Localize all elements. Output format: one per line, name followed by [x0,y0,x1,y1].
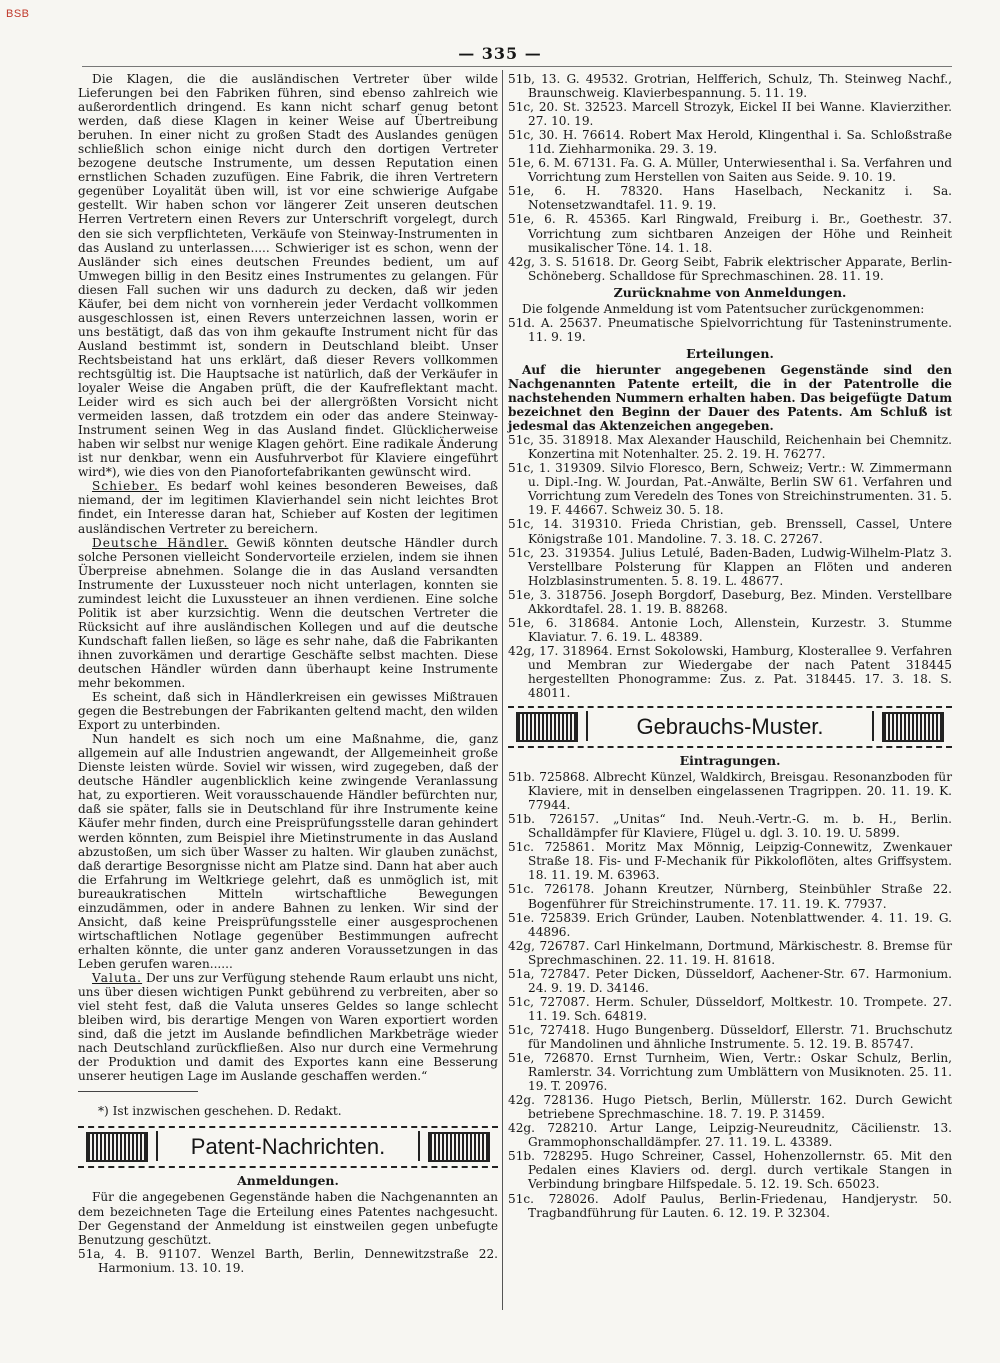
page-number: — 335 — [458,44,542,63]
patent-entry: 51c. 726178. Johann Kreutzer, Nürnberg, Steinbühler Straße 22. Bogenführer für Streichinstrumente. 17. 11. 19. K. 77937. [508,882,952,911]
article-paragraph: Die Klagen, die die ausländischen Vertreter über wilde Lieferungen bei den Fabriken führen, sind ebenso zahlreich wie außerordentlich dringend. Es kann nicht scharf genug betont werden, daß diese Klagen in keiner Weise auf Übertreibung beruhen. In einer nicht zu großen Stadt des Auslandes genügen schließlich schon einige nicht durch den dortigen Vertreter bezogene deutsche Instrumente, um dessen Reputation einen ernstlichen Schaden zuzufügen. Eine Fabrik, die ihren Vertretern gegenüber Loyalität üben will, ist vor eine schwierige Aufgabe gestellt. Wir haben schon vor längerer Zeit unseren deutschen Herren Vertretern einen Revers zur Unterschrift vorgelegt, durch den sie sich verpflichteten, Verkäufe von Steinway-Instrumenten in das Ausland zu unterlassen..... Schwieriger ist es schon, wenn der Ausländer sich eines deutschen Freundes bedient, um auf Umwegen billig in den Besitz eines Instrumentes zu gelangen. Für diesen Fall suchen wir uns dadurch zu decken, daß wir jeden Käufer, bei dem nicht von vornherein jeder Verdacht vollkommen ausgeschlossen ist, einen Revers unterzeichnen lassen, worin er uns bestätigt, daß das von ihm gekaufte Instrument nicht für das Ausland bestimmt ist, sondern in Deutschland bleibt. Unser Rechtsbeistand hat uns erklärt, daß dieser Revers vollkommen rechtsgültig ist. Die Hauptsache ist natürlich, daß der Verkäufer in loyaler Weise die Angaben prüft, die der Kaufreflektant macht. Leider wird es sich auch bei der allergrößten Vorsicht nicht vermeiden lassen, daß trotzdem ein oder das andere Steinway-Instrument seinen Weg in das Ausland findet. Glücklicherweise haben wir selbst nur wenige Klagen gehört. Eine radikale Änderung ist nur denkbar, wenn ein Ausfuhrverbot für Klaviere eingeführt wird*), wie dies von den Pianofortefabrikanten gewünscht wird. [78,72,498,480]
valuta-label: Valuta. [92,971,143,985]
patent-entry: 51e, 6. H. 78320. Hans Haselbach, Neckanitz i. Sa. Notensetzwandtafel. 11. 9. 19. [508,184,952,213]
column-divider [502,70,503,1310]
valuta-text: Der uns zur Verfügung stehende Raum erlaubt uns nicht, uns über diesen wichtigen Punkt gebührend zu verbreiten, aber so viel steht fest, daß die Valuta unseres Geldes so lange schlecht bleiben wird, bis derartige Mengen von Waren exportiert worden sind, daß die jetzt im Auslande befindlichen Markbeträge wieder nach Deutschland zurückfließen. Also nur durch eine Vermehrung der Produktion und damit des Exportes kann eine Besserung unserer heutigen Lage im Auslande geschaffen werden.“ [78,971,498,1084]
patent-entry: 42g. 728210. Artur Lange, Leipzig-Neureudnitz, Cäcilienstr. 13. Grammophonschalldämpfer. 27. 11. 19. L. 43389. [508,1121,952,1150]
banner-ornament-left [86,1132,148,1162]
patent-entry: 42g, 726787. Carl Hinkelmann, Dortmund, Märkischestr. 8. Bremse für Sprechmaschinen. 22. 11. 19. H. 81618. [508,938,952,967]
section-heading-zuruecknahme: Zurücknahme von Anmeldungen. [613,284,847,300]
banner-title: Patent-Nachrichten. [190,1134,386,1160]
schieber-text: Es bedarf wohl keines besonderen Beweises, daß niemand, der im legitimen Klavierhandel sein nicht leichtes Brot findet, ein Interesse daran hat, Schieber auf Kosten der legitimen ausländischen Vertreter zu bereichern. [78,479,498,536]
patent-entry: 51c, 35. 318918. Max Alexander Hauschild, Reichenhain bei Chemnitz. Konzertina mit Notenhalter. 25. 2. 19. H. 76277. [508,433,952,462]
article-paragraph: Es scheint, daß sich in Händlerkreisen ein gewisses Mißtrauen gegen die Bestrebungen der Fabrikanten geltend macht, den wilden Export zu unterbinden. [78,690,498,733]
patent-entry: 42g, 17. 318964. Ernst Sokolowski, Hamburg, Klosterallee 9. Verfahren und Membran zur Wiedergabe der nach Patent 318445 hergestellten Phonogramme: Zus. z. Pat. 318445. 17. 3. 18. S. 48011. [508,643,952,701]
patent-entry: 51c. 728026. Adolf Paulus, Berlin-Friedenau, Handjerystr. 50. Tragbandführung für Lauten. 6. 12. 19. P. 32304. [508,1191,952,1220]
footnote: *) Ist inzwischen geschehen. D. Redakt. [98,1104,342,1119]
schieber-label: Schieber. [92,479,159,494]
patent-entry: 51c, 727418. Hugo Bungenberg. Düsseldorf, Ellerstr. 71. Bruchschutz für Mandolinen und ähnliche Instrumente. 5. 12. 19. B. 85747. [508,1022,952,1051]
left-column [78,72,498,1275]
section-heading-erteilungen: Erteilungen. [686,345,774,361]
zuruecknahme-intro: Die folgende Anmeldung ist vom Patentsucher zurückgenommen: [522,301,925,316]
patent-entry: 51c, 727087. Herm. Schuler, Düsseldorf, Moltkestr. 10. Trompete. 27. 11. 19. Sch. 64819. [508,994,952,1023]
haendler-text: Gewiß könnten deutsche Händler durch solche Personen vielleicht Sondervorteile erzielen, indem sie ihnen Überpreise abnehmen. Solange die in das Ausland versandten Instrumente der Luxussteuer noch nicht unterlagen, konnten sie zumindest leicht die Luxussteuer an ihnen verdienen. Eine solche Politik ist aber kurzsichtig. Wenn die deutschen Vertreter die Rücksicht auf ihre ausländischen Kollegen und auf die deutsche Kundschaft fallen ließen, so läge es sehr nahe, daß die Fabrikanten ihnen zuvorkämen und derartige Geschäfte selbst machten. Diese deutschen Händler würden dann überhaupt keine Instrumente mehr bekommen. [78,535,498,691]
banner-bar [872,711,874,741]
patent-entry: 51c, 23. 319354. Julius Letulé, Baden-Baden, Ludwig-Wilhelm-Platz 3. Verstellbare Polsterung für Klappen an Flöten und anderen Holzblasinstrumenten. 5. 8. 19. L. 48677. [508,545,952,588]
article-paragraph-haendler [78,536,498,691]
patent-entry: 51c, 1. 319309. Silvio Floresco, Bern, Schweiz; Vertr.: W. Zimmermann u. Dipl.-Ing. W. Jourdan, Pat.-Anwälte, Berlin SW 61. Verfahren und Vorrichtung zum Veredeln des Tones von Streichinstrumenten. 31. 5. 19. F. 44667. Schweiz 30. 5. 18. [508,461,952,518]
eintragungen-list [508,770,952,1220]
banner-bar [586,711,588,741]
header-rule [82,66,952,67]
section-heading-eintragungen: Eintragungen. [679,753,781,769]
patent-entry: 51e. 725839. Erich Gründer, Lauben. Notenblattwender. 4. 11. 19. G. 44896. [508,910,952,939]
patent-entry: 51e, 6. M. 67131. Fa. G. A. Müller, Unterwiesenthal i. Sa. Verfahren und Vorrichtung zum Herstellen von Saiten aus Seide. 9. 10. 19. [508,156,952,185]
erteilungen-list [508,433,952,700]
patent-entry: 51e, 6. R. 45365. Karl Ringwald, Freiburg i. Br., Goethestr. 37. Vorrichtung zum sichtbaren Anzeigen der Höhe und Reinheit musikalischer Töne. 14. 1. 18. [508,212,952,255]
patent-entry: 51c, 20. St. 32523. Marcell Strozyk, Eickel II bei Wanne. Klavierzither. 27. 10. 19. [508,100,952,129]
banner-bar [418,1131,420,1161]
patent-entry: 51b. 728295. Hugo Schreiner, Cassel, Hohenzollernstr. 65. Mit den Pedalen eines Klaviers od. dergl. durch vertikale Stangen in Verbindung bringbare Hilfspedale. 5. 12. 19. Sch. 65023. [508,1149,952,1192]
anmeldungen-list [508,72,952,283]
patent-entry: 51a, 4. B. 91107. Wenzel Barth, Berlin, Dennewitzstraße 22. Harmonium. 13. 10. 19. [78,1246,498,1275]
patent-entry: 51d. A. 25637. Pneumatische Spielvorrichtung für Tasteninstrumente. 11. 9. 19. [508,315,952,344]
right-column [508,72,952,1220]
patent-entry: 51c. 725861. Moritz Max Mönnig, Leipzig-Connewitz, Zwenkauer Straße 18. Fis- und F-Mechanik für Pikkoloflöten, altes Griffsystem. 18. 11. 19. M. 63963. [508,840,952,883]
erteilungen-intro: Auf die hierunter angegebenen Gegenstände sind den Nachgenannten Patente erteilt, die in der Patentrolle die nachstehenden Nummern erhalten haben. Das beigefügte Datum bezeichnet den Beginn der Dauer des Patents. Am Schluß ist jedesmal das Aktenzeichen angegeben. [508,362,952,434]
patent-entry: 51e, 6. 318684. Antonie Loch, Allenstein, Kurzestr. 3. Stumme Klaviatur. 7. 6. 19. L. 48389. [508,615,952,644]
section-heading-anmeldungen: Anmeldungen. [237,1173,339,1189]
gebrauchs-muster-banner [508,706,952,748]
patent-entry: 51e, 726870. Ernst Turnheim, Wien, Vertr.: Oskar Schulz, Berlin, Ramlerstr. 34. Vorrichtung zum Umblättern von Musiknoten. 25. 11. 19. T. 20976. [508,1051,952,1094]
haendler-label: Deutsche Händler. [92,535,229,550]
banner-ornament-left [516,712,578,742]
patent-entry: 51a, 727847. Peter Dicken, Düsseldorf, Aachener-Str. 67. Harmonium. 24. 9. 19. D. 34146. [508,966,952,995]
patent-entry: 42g. 728136. Hugo Pietsch, Berlin, Müllerstr. 162. Durch Gewicht betriebene Sprechmaschine. 18. 7. 19. P. 31459. [508,1093,952,1122]
patent-entry: 51c, 30. H. 76614. Robert Max Herold, Klingenthal i. Sa. Schloßstraße 11d. Ziehharmonika. 29. 3. 19. [508,128,952,157]
anmeldungen-intro: Für die angegebenen Gegenstände haben die Nachgenannten an dem bezeichneten Tage die Erteilung eines Patentes nachgesucht. Der Gegenstand der Anmeldung ist einstweilen gegen unbefugte Benutzung geschützt. [78,1190,498,1247]
library-mark: BSB [6,8,30,20]
article-paragraph-valuta [78,971,498,1083]
patent-entry: 51b, 13. G. 49532. Grotrian, Helfferich, Schulz, Th. Steinweg Nachf., Braunschweig. Klavierbespannung. 5. 11. 19. [508,72,952,101]
patent-entry: 51b. 725868. Albrecht Künzel, Waldkirch, Breisgau. Resonanzboden für Klaviere, mit in denselben eingelassenen Tragrippen. 20. 11. 19. K. 77944. [508,770,952,813]
patent-nachrichten-banner [78,1126,498,1168]
banner-bar [156,1131,158,1161]
footnote-rule [78,1091,198,1092]
article-paragraph-schieber [78,479,498,535]
banner-title: Gebrauchs-Muster. [636,714,824,740]
article-paragraph: Nun handelt es sich noch um eine Maßnahme, die, ganz allgemein auf alle Industrien angewandt, der Allgemeinheit große Dienste leisten würde. Soviel wir wissen, wird zugegeben, daß der deutsche Händler augenblicklich keine zwingende Veranlassung hat, zu exportieren. Weit vorausschauende Händler befürchten nur, daß sie später, falls sie in Deutschland für ihre Instrumente keine Käufer mehr finden, durch eine Preisprüfungsstelle daran gehindert werden könnten, zum Beispiel ihre Mietinstrumente in das Ausland abzustoßen, um sich über Wasser zu halten. Wir glauben zunächst, daß derartige Besorgnisse nicht am Platze sind. Dann hat aber auch die Erfahrung im Weltkriege gelehrt, daß es unmöglich ist, mit bureaukratischen Mitteln wirtschaftliche Bewegungen einzudämmen, oder in andere Bahnen zu lenken. Wir sind der Ansicht, daß keine Preisprüfungsstelle einer ausgesprochenen wirtschaftlichen Notlage gegenüber Bestimmungen aufrecht erhalten könnte, die unter ganz anderen Voraussetzungen in das Leben gerufen waren...... [78,732,498,971]
banner-ornament-right [882,712,944,742]
patent-entry: 51c, 14. 319310. Frieda Christian, geb. Brenssell, Cassel, Untere Königstraße 101. Mandoline. 7. 3. 18. C. 27267. [508,517,952,546]
patent-entry: 51e, 3. 318756. Joseph Borgdorf, Daseburg, Bez. Minden. Verstellbare Akkordtafel. 28. 1. 19. B. 88268. [508,587,952,616]
patent-entry: 51b. 726157. „Unitas“ Ind. Neuh.-Vertr.-G. m. b. H., Berlin. Schalldämpfer für Klaviere, Flügel u. dgl. 3. 10. 19. U. 5899. [508,812,952,841]
banner-ornament-right [428,1132,490,1162]
patent-entry: 42g, 3. S. 51618. Dr. Georg Seibt, Fabrik elektrischer Apparate, Berlin-Schöneberg. Schalldose für Sprechmaschinen. 28. 11. 19. [508,254,952,283]
